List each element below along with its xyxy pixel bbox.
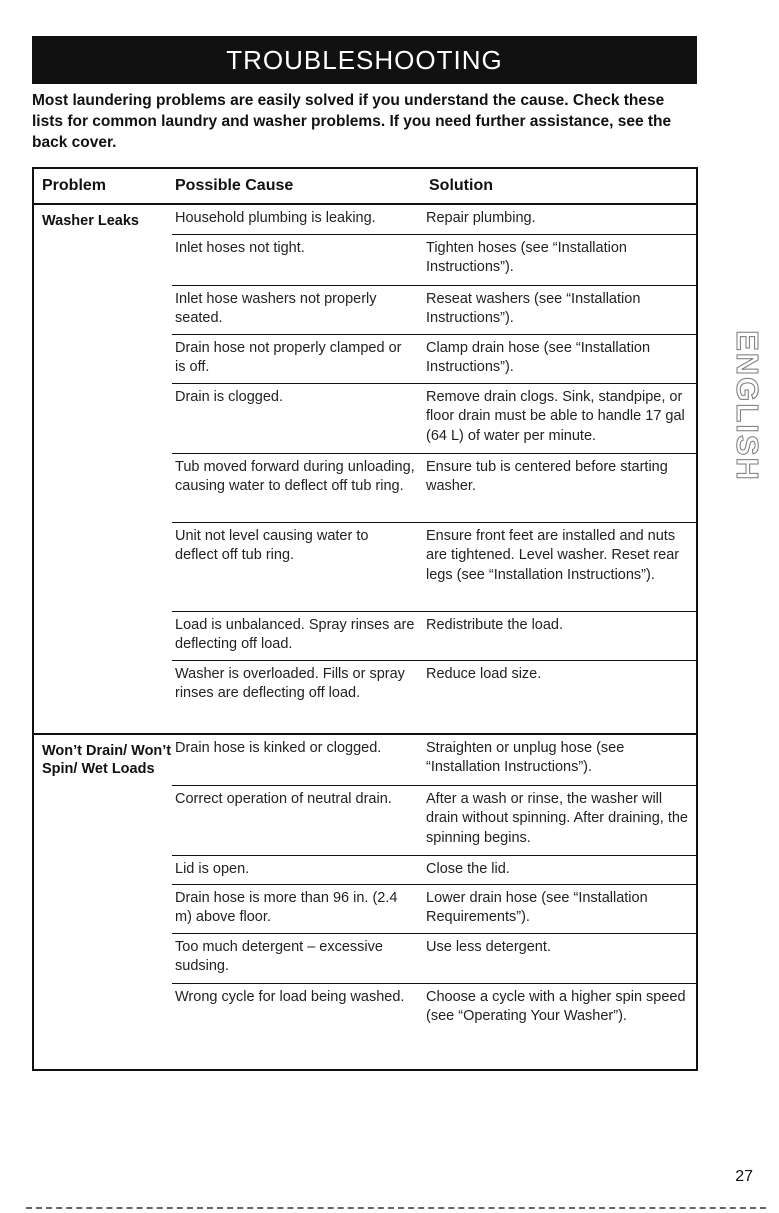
troubleshooting-table [32,167,698,1071]
solution: Reseat washers (see “Installation Instructions”). [426,291,641,327]
solution: Choose a cycle with a higher spin speed (see “Operating Your Washer”). [426,989,686,1025]
table-row [172,933,696,984]
solution: Straighten or unplug hose (see “Installation Instructions”). [426,740,625,776]
problem-label: Washer Leaks [42,213,139,229]
table-row [172,285,696,335]
bottom-dashed-rule [26,1207,766,1209]
intro-paragraph: Most laundering problems are easily solved if you understand the cause. Check these lists for common laundry and washer problems. If you need further assistance, see the back cover. [32,92,672,151]
possible-cause: Drain hose not properly clamped or is off. [175,340,402,376]
table-header-row [34,169,696,205]
possible-cause: Unit not level causing water to deflect off tub ring. [175,528,369,564]
table-row [172,205,696,234]
possible-cause: Drain hose is kinked or clogged. [175,740,382,756]
possible-cause: Correct operation of neutral drain. [175,791,392,807]
solution: Ensure front feet are installed and nuts are tightened. Level washer. Reset rear legs (see “Installation Instructions”). [426,528,680,583]
possible-cause: Lid is open. [175,861,250,877]
solution: After a wash or rinse, the washer will drain without spinning. After draining, the spinning begins. [426,791,688,846]
solution: Remove drain clogs. Sink, standpipe, or floor drain must be able to handle 17 gal (64 L) of water per minute. [426,389,685,444]
solution: Repair plumbing. [426,210,536,226]
solution: Clamp drain hose (see “Installation Instructions”). [426,340,651,376]
table-row [172,884,696,934]
possible-cause: Too much detergent – excessive sudsing. [175,939,383,975]
solution: Redistribute the load. [426,617,564,633]
table-row [172,383,696,454]
table-row [172,234,696,286]
possible-cause: Load is unbalanced. Spray rinses are deflecting off load. [175,617,415,653]
column-header-solution: Solution [429,177,493,194]
solution: Use less detergent. [426,939,551,955]
possible-cause: Household plumbing is leaking. [175,210,376,226]
table-row [172,735,696,785]
table-row [172,983,696,1068]
language-label: ENGLISH [730,330,765,482]
possible-cause: Tub moved forward during unloading, causing water to deflect off tub ring. [175,459,415,495]
table-row [172,453,696,523]
solution: Close the lid. [426,861,510,877]
solution: Tighten hoses (see “Installation Instructions”). [426,240,627,276]
possible-cause: Inlet hoses not tight. [175,240,305,256]
column-header-possible-cause: Possible Cause [175,177,294,194]
language-side-tab [730,318,765,494]
page-number: 27 [735,1168,753,1185]
solution: Ensure tub is centered before starting washer. [426,459,668,495]
problem-label: Won’t Drain/ Won’t Spin/ Wet Loads [42,743,172,777]
possible-cause: Inlet hose washers not properly seated. [175,291,377,327]
page-title: TROUBLESHOOTING [226,44,503,75]
possible-cause: Washer is overloaded. Fills or spray rinses are deflecting off load. [175,666,405,702]
column-header-problem: Problem [42,177,107,194]
possible-cause: Drain hose is more than 96 in. (2.4 m) above floor. [175,890,398,926]
page-title-banner [32,36,697,84]
table-row [172,855,696,885]
solution: Reduce load size. [426,666,542,682]
solution: Lower drain hose (see “Installation Requirements”). [426,890,648,926]
table-row [172,522,696,612]
table-row [172,611,696,661]
table-row [172,785,696,856]
possible-cause: Wrong cycle for load being washed. [175,989,405,1005]
table-row [172,660,696,734]
table-row [172,334,696,384]
possible-cause: Drain is clogged. [175,389,283,405]
